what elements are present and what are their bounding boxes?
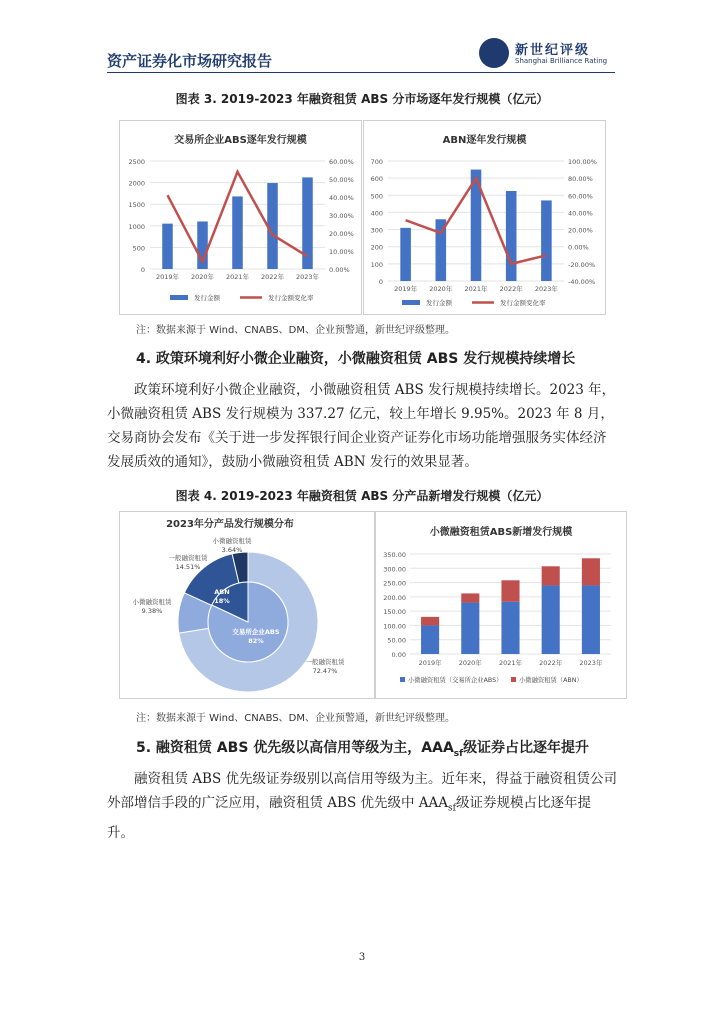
x-tick-label: 2019年 — [155, 273, 180, 281]
y-tick-label: 350.00 — [383, 551, 406, 559]
bar-1 — [162, 224, 173, 269]
x-tick-label: 2019年 — [394, 285, 418, 293]
y2-tick-label: 40.00% — [568, 209, 593, 218]
outer-label-line: 一般融资租赁 — [305, 658, 345, 666]
legend-label-bar: 发行金额 — [426, 299, 452, 307]
section4-paragraph: 政策环境利好小微企业融资，小微融资租赁 ABS 发行规模持续增长。2023 年，小微融资租赁 ABS 发行规模为 337.27 亿元，较上年增长 9.95%。2023 年 8 月，交易商协会发布《关于进一步发挥银行间企业资产证券化市场功能增强服务实体经济发展质效的通知》，鼓励小微融资租赁 ABN 发行的效果显著。 — [107, 382, 616, 470]
legend-swatch-1 — [400, 677, 405, 682]
legend-swatch-2 — [511, 677, 516, 682]
y2-tick-label: 0.00% — [329, 266, 350, 274]
y2-tick-label: 60.00% — [568, 192, 593, 201]
y-tick-label: 100.00 — [383, 622, 406, 631]
bar-4 — [506, 191, 517, 281]
inner-label-line: ABN — [214, 588, 230, 596]
bar-s1-1 — [421, 625, 439, 654]
x-tick-label: 2020年 — [429, 285, 453, 293]
inner-label-line: 交易所企业ABS — [232, 628, 280, 636]
legend-swatch-bar — [402, 300, 420, 305]
x-tick-label: 2023年 — [534, 285, 558, 293]
y2-tick-label: 40.00% — [329, 194, 354, 202]
inner-label-line: 82% — [248, 637, 264, 645]
y-tick-label: 500 — [132, 244, 145, 253]
y-tick-label: 2500 — [128, 158, 145, 166]
outer-label-line: 一般融资租赁 — [168, 554, 208, 562]
y2-tick-label: 20.00% — [329, 230, 354, 238]
bar-s2-4 — [542, 566, 560, 585]
x-tick-label: 2020年 — [458, 659, 482, 667]
legend-label-line: 发行金额变化率 — [268, 294, 314, 302]
x-tick-label: 2021年 — [464, 285, 488, 293]
y-tick-label: 0.00 — [391, 651, 406, 659]
y2-tick-label: 30.00% — [329, 212, 354, 220]
y-tick-label: 300.00 — [383, 565, 406, 574]
x-tick-label: 2022年 — [539, 659, 563, 667]
section5-heading-tail: 级证券占比逐年提升 — [463, 740, 590, 756]
outer-label-4 — [213, 536, 253, 554]
y-tick-label: 2000 — [128, 179, 145, 188]
outer-label-line: 14.51% — [175, 563, 201, 571]
section5-paragraph-a: 融资租赁 ABS 优先级证券级别以高信用等级为主。近年来，得益于融资租赁公司外部增信手段的广泛应用，融资租赁 ABS 优先级中 AAA — [107, 771, 617, 811]
x-tick-label: 2023年 — [295, 273, 320, 281]
outer-label-line: 9.38% — [141, 607, 163, 615]
outer-label-line: 小微融资租赁 — [132, 598, 172, 606]
bar-1 — [400, 228, 411, 281]
bar-s1-2 — [461, 603, 479, 654]
x-tick-label: 2021年 — [498, 659, 523, 667]
section4-heading: 4. 政策环境利好小微企业融资，小微融资租赁 ABS 发行规模持续增长 — [136, 351, 576, 367]
y-tick-label: 50.00 — [387, 636, 406, 645]
logo-icon — [479, 38, 509, 68]
y-tick-label: 300 — [370, 226, 383, 235]
y-tick-label: 600 — [370, 175, 383, 184]
x-tick-label: 2022年 — [499, 285, 523, 293]
chart-micro-leasing — [376, 512, 626, 698]
legend-label-line: 发行金额变化率 — [500, 299, 546, 307]
x-tick-label: 2021年 — [225, 273, 250, 281]
section5-paragraph — [107, 767, 617, 845]
y-tick-label: 0 — [140, 266, 145, 274]
bar-s2-3 — [501, 580, 519, 601]
bar-s2-1 — [421, 617, 439, 626]
y-tick-label: 500 — [370, 192, 383, 201]
chart-title: ABN逐年发行规模 — [442, 135, 527, 146]
bar-s2-5 — [582, 558, 600, 585]
y-tick-label: 200 — [370, 243, 383, 252]
y-tick-label: 0 — [378, 278, 383, 286]
bar-3 — [232, 196, 243, 269]
section5-heading — [136, 737, 589, 759]
chart-title: 2023年分产品发行规模分布 — [166, 519, 294, 530]
y2-tick-label: -40.00% — [568, 278, 596, 286]
y-tick-label: 1500 — [128, 201, 145, 210]
figure3-note: 注：数据来源于 Wind、CNABS、DM、企业预警通，新世纪评级整理。 — [136, 325, 455, 336]
bar-s1-4 — [542, 585, 560, 654]
y-tick-label: 250.00 — [383, 579, 406, 588]
chart-frame-micro — [375, 511, 627, 699]
legend-label-2: 小微融资租赁（ABN） — [519, 677, 583, 684]
section5-heading-main: 5. 融资租赁 ABS 优先级以高信用等级为主，AAA — [136, 740, 454, 756]
y-tick-label: 1000 — [128, 222, 145, 231]
chart-abn — [364, 121, 605, 314]
y2-tick-label: 50.00% — [329, 176, 354, 184]
y2-tick-label: 60.00% — [329, 158, 354, 166]
x-tick-label: 2023年 — [579, 659, 603, 667]
outer-label-1 — [306, 657, 346, 675]
figure4-note: 注：数据来源于 Wind、CNABS、DM、企业预警通，新世纪评级整理。 — [136, 713, 455, 724]
bar-s2-2 — [461, 593, 479, 602]
y2-tick-label: -20.00% — [568, 260, 596, 269]
header-title: 资产证券化市场研究报告 — [107, 52, 273, 70]
header-divider — [107, 72, 615, 73]
page-number: 3 — [358, 952, 366, 963]
figure4-title: 图表 4. 2019-2023 年融资租赁 ABS 分产品新增发行规模（亿元） — [175, 489, 549, 503]
legend-label-bar: 发行金额 — [194, 294, 220, 302]
logo-chinese-name: 新世纪评级 — [515, 43, 591, 58]
chart-exchange-abs — [120, 121, 361, 314]
section5-paragraph-sub: sf — [448, 803, 456, 814]
section5-heading-sub: sf — [453, 748, 464, 759]
bar-s1-5 — [582, 585, 600, 654]
chart-frame-pie — [119, 511, 375, 699]
chart-frame-exchange-abs — [119, 120, 362, 315]
y2-tick-label: 80.00% — [568, 175, 593, 184]
chart-title: 小微融资租赁ABS新增发行规模 — [429, 527, 573, 538]
inner-label-line: 18% — [214, 597, 230, 605]
legend-label-1: 小微融资租赁（交易所企业ABS） — [408, 677, 503, 684]
x-tick-label: 2020年 — [190, 273, 215, 281]
x-tick-label: 2019年 — [418, 659, 442, 667]
outer-label-3 — [169, 553, 209, 571]
section5-paragraph-b: 级证券规模占比逐年提升。 — [107, 795, 591, 841]
y-tick-label: 200.00 — [383, 593, 406, 602]
bar-s1-3 — [501, 602, 519, 654]
y-tick-label: 700 — [370, 158, 383, 166]
x-tick-label: 2022年 — [260, 273, 285, 281]
legend-swatch-bar — [170, 295, 188, 300]
outer-label-line: 72.47% — [312, 667, 338, 675]
bar-5 — [541, 200, 552, 281]
inner-label-2 — [214, 588, 230, 605]
y-tick-label: 100 — [370, 260, 383, 269]
logo-english-name: Shanghai Brilliance Rating — [515, 57, 608, 65]
y2-tick-label: 100.00% — [568, 158, 597, 166]
outer-label-2 — [133, 597, 173, 615]
chart-frame-abn — [363, 120, 606, 315]
chart-title: 交易所企业ABS逐年发行规模 — [174, 135, 307, 146]
y2-tick-label: 0.00% — [568, 243, 589, 252]
figure3-title: 图表 3. 2019-2023 年融资租赁 ABS 分市场逐年发行规模（亿元） — [175, 92, 549, 106]
y-tick-label: 400 — [370, 209, 383, 218]
outer-label-line: 3.64% — [221, 546, 243, 554]
chart-product-distribution — [120, 512, 374, 698]
y2-tick-label: 10.00% — [329, 248, 354, 256]
y2-tick-label: 20.00% — [568, 226, 593, 235]
outer-label-line: 小微融资租赁 — [212, 537, 252, 545]
y-tick-label: 150.00 — [383, 608, 406, 617]
